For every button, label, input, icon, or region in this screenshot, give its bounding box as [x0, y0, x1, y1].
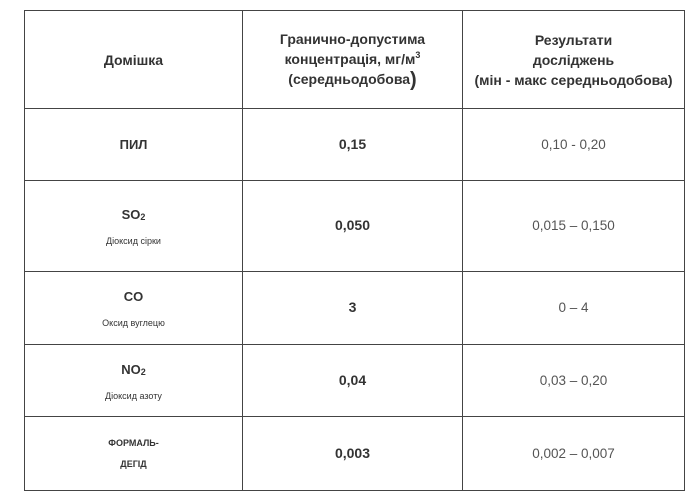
pollutant-name: ПИЛ	[119, 136, 148, 152]
limit-cell	[243, 109, 463, 181]
table-row	[25, 109, 685, 181]
limit-value: 3	[348, 299, 357, 315]
pollutant-name	[122, 207, 146, 222]
pollutant-cell	[25, 345, 243, 417]
result-cell	[463, 417, 685, 491]
limit-value: 0,050	[334, 217, 371, 233]
result-value: 0,015 – 0,150	[532, 218, 615, 233]
pollutant-name: CO	[123, 289, 144, 304]
limit-cell	[243, 181, 463, 272]
header-limit-unit-exponent: 3	[415, 50, 421, 60]
table-header-row	[25, 11, 685, 109]
pollutant-description: Оксид вуглецю	[102, 318, 165, 328]
header-pollutant	[25, 11, 243, 109]
header-limit-line1: Гранично-допустима	[279, 31, 426, 47]
result-cell	[463, 345, 685, 417]
table-row	[25, 417, 685, 491]
pollutant-formula: NO	[121, 361, 141, 377]
limit-value: 0,04	[338, 371, 367, 388]
result-cell	[463, 181, 685, 272]
result-value: 0 – 4	[558, 300, 589, 315]
limit-value: 0,003	[334, 444, 371, 461]
limit-value: 0,15	[338, 135, 367, 152]
header-results-line2: досліджень	[532, 51, 615, 68]
header-limit-unit: концентрація, мг/м	[284, 51, 416, 67]
result-value: 0,03 – 0,20	[539, 372, 608, 388]
limit-cell	[243, 417, 463, 491]
limit-cell	[243, 345, 463, 417]
pollutants-table	[24, 10, 685, 491]
header-limit	[243, 11, 463, 109]
result-cell	[463, 109, 685, 181]
table-row	[25, 272, 685, 345]
pollutant-name-line1: ФОРМАЛЬ-	[108, 437, 159, 448]
limit-cell	[243, 272, 463, 345]
header-limit-line2	[249, 49, 456, 69]
pollutant-description: Діоксид азоту	[105, 390, 162, 401]
pollutant-formula: SO	[121, 207, 141, 222]
pollutant-formula-subscript: 2	[140, 212, 146, 222]
result-value: 0,10 - 0,20	[541, 136, 606, 152]
header-limit-close-paren: )	[410, 69, 417, 91]
result-value: 0,002 – 0,007	[532, 445, 615, 461]
pollutant-cell	[25, 272, 243, 345]
pollutant-name	[121, 362, 146, 377]
pollutant-name-line2: ДЕГІД	[120, 458, 147, 469]
table-row	[25, 345, 685, 417]
header-results	[463, 11, 685, 109]
result-cell	[463, 272, 685, 345]
header-limit-period: (середньодобова	[288, 71, 411, 87]
pollutant-cell	[25, 109, 243, 181]
pollutant-formula-subscript: 2	[140, 366, 146, 377]
pollutant-description: Діоксид сірки	[106, 236, 161, 246]
table-row	[25, 181, 685, 272]
pollutant-cell	[25, 417, 243, 491]
pollutant-cell	[25, 181, 243, 272]
header-pollutant-label: Домішка	[103, 51, 164, 68]
header-results-line3: (мін - макс середньодобова)	[474, 71, 673, 88]
header-results-line1: Результати	[534, 31, 613, 48]
header-limit-line3	[249, 69, 456, 90]
